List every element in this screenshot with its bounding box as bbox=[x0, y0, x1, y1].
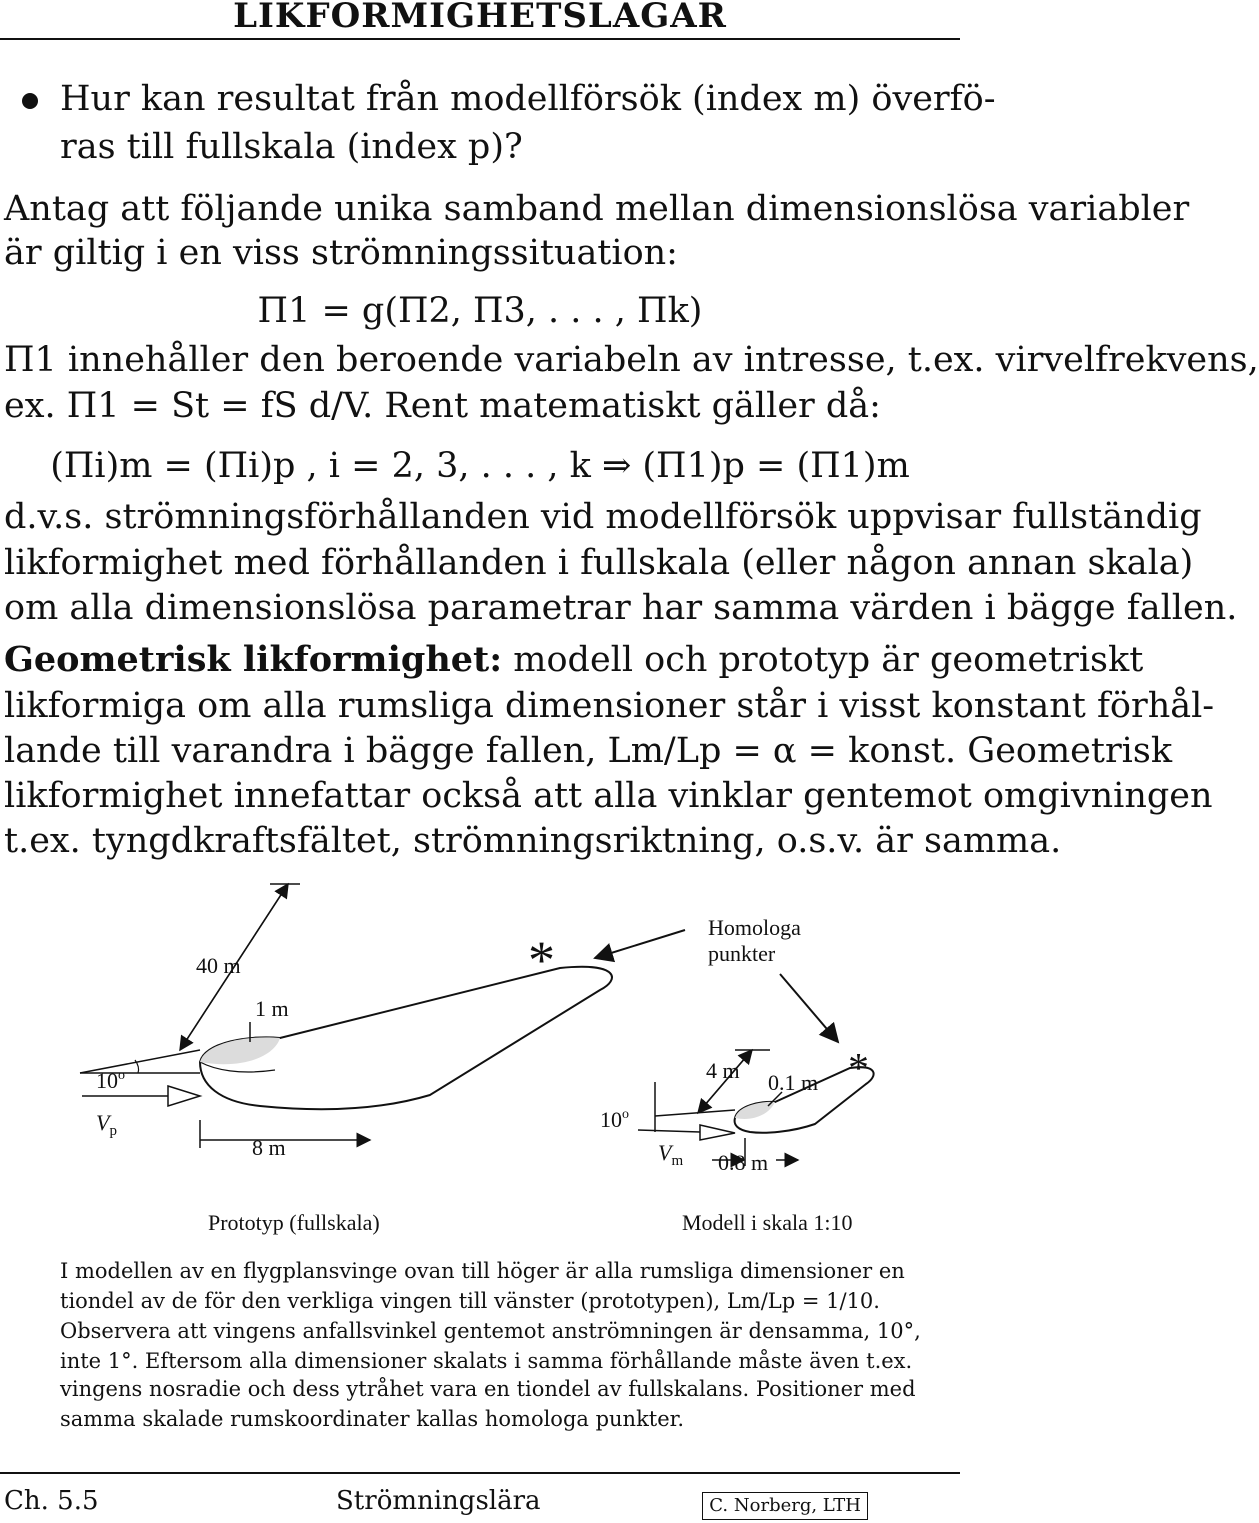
intro-line-1: Antag att följande unika samband mellan dimensionslösa variabler bbox=[4, 189, 1190, 229]
prototype-caption: Prototyp (fullskala) bbox=[208, 1210, 380, 1235]
prototype-velocity-arrowhead bbox=[168, 1086, 200, 1106]
geometric-line-1-rest: modell och prototyp är geometriskt bbox=[513, 640, 1144, 680]
model-chord-ref bbox=[655, 1110, 735, 1116]
model-caption: Modell i skala 1:10 bbox=[682, 1210, 853, 1235]
model-velocity-arrowhead bbox=[700, 1125, 735, 1140]
wing-similarity-figure bbox=[0, 870, 960, 1250]
bullet-icon bbox=[22, 93, 38, 109]
homologous-label-line-1: Homologa bbox=[708, 915, 801, 940]
caption-line-1: I modellen av en flygplansvinge ovan till höger är alla rumsliga dimensioner en bbox=[60, 1259, 905, 1283]
equation-similarity: (Πi)m = (Πi)p , i = 2, 3, . . . , k ⇒ (Π1)p = (Π1)m bbox=[50, 446, 910, 486]
prototype-thickness-label: 1 m bbox=[255, 996, 289, 1021]
model-velocity-line bbox=[638, 1130, 700, 1132]
footer-author-box: C. Norberg, LTH bbox=[702, 1492, 868, 1520]
similarity-line-1: d.v.s. strömningsförhållanden vid modellförsök uppvisar fullständig bbox=[4, 497, 1202, 537]
intro-line-2: är giltig i en viss strömningssituation: bbox=[4, 233, 678, 273]
geometric-line-3: lande till varandra i bägge fallen, Lm/Lp = α = konst. Geometrisk bbox=[4, 731, 1173, 771]
bullet-line-2: ras till fullskala (index p)? bbox=[60, 127, 523, 167]
geometric-line-5: t.ex. tyngdkraftsfältet, strömningsriktning, o.s.v. är samma. bbox=[4, 821, 1062, 861]
pi1-line-2: ex. Π1 = St = fS d/V. Rent matematiskt gäller då: bbox=[4, 386, 881, 426]
bullet-line-1: Hur kan resultat från modellförsök (index m) överfö- bbox=[60, 79, 996, 119]
similarity-line-3: om alla dimensionslösa parametrar har samma värden i bägge fallen. bbox=[4, 588, 1238, 628]
model-chord-label: 0.8 m bbox=[718, 1150, 769, 1175]
caption-line-6: samma skalade rumskoordinater kallas homologa punkter. bbox=[60, 1407, 685, 1431]
caption-line-4: inte 1°. Eftersom alla dimensioner skalats i samma förhållande måste även t.ex. bbox=[60, 1349, 913, 1373]
prototype-angle-label: 10$^o$ bbox=[96, 1068, 125, 1093]
caption-line-3: Observera att vingens anfallsvinkel gentemot anströmningen är densamma, 10°, bbox=[60, 1319, 921, 1343]
footer-rule bbox=[0, 1472, 960, 1474]
header-rule bbox=[0, 38, 960, 40]
pi1-line-1: Π1 innehåller den beroende variabeln av intresse, t.ex. virvelfrekvens, bbox=[4, 340, 1259, 380]
model-thickness-label: 0.1 m bbox=[768, 1070, 819, 1095]
prototype-velocity-label: $V_p$ bbox=[96, 1110, 117, 1139]
equation-pi-relation: Π1 = g(Π2, Π3, . . . , Πk) bbox=[257, 291, 703, 331]
page-title: LIKFORMIGHETSLAGAR bbox=[233, 0, 727, 36]
geometric-line-2: likformiga om alla rumsliga dimensioner står i visst konstant förhål- bbox=[4, 686, 1215, 726]
geometric-line-4: likformighet innefattar också att alla vinklar gentemot omgivningen bbox=[4, 776, 1213, 816]
model-angle-label: 10$^o$ bbox=[600, 1107, 629, 1132]
footer-chapter: Ch. 5.5 bbox=[4, 1486, 99, 1516]
homologous-label-line-2: punkter bbox=[708, 941, 776, 966]
homologous-arrow-model bbox=[780, 974, 838, 1042]
similarity-line-2: likformighet med förhållanden i fullskala (eller någon annan skala) bbox=[4, 543, 1194, 583]
geometric-line-1 bbox=[4, 637, 1143, 683]
model-homologous-point: * bbox=[848, 1046, 869, 1092]
caption-line-2: tiondel av de för den verkliga vingen till vänster (prototypen), Lm/Lp = 1/10. bbox=[60, 1289, 880, 1313]
model-span-label: 4 m bbox=[706, 1058, 740, 1083]
homologous-arrow-prototype bbox=[595, 930, 685, 958]
prototype-homologous-point: * bbox=[528, 930, 555, 990]
prototype-span-label: 40 m bbox=[196, 953, 241, 978]
model-velocity-label: $V_m$ bbox=[658, 1140, 684, 1169]
prototype-chord-label: 8 m bbox=[252, 1135, 286, 1160]
caption-line-5: vingens nosradie och dess ytråhet vara en tiondel av fullskalans. Positioner med bbox=[60, 1377, 916, 1401]
footer-course: Strömningslära bbox=[336, 1486, 541, 1516]
geometric-heading: Geometrisk likformighet: bbox=[4, 639, 503, 680]
